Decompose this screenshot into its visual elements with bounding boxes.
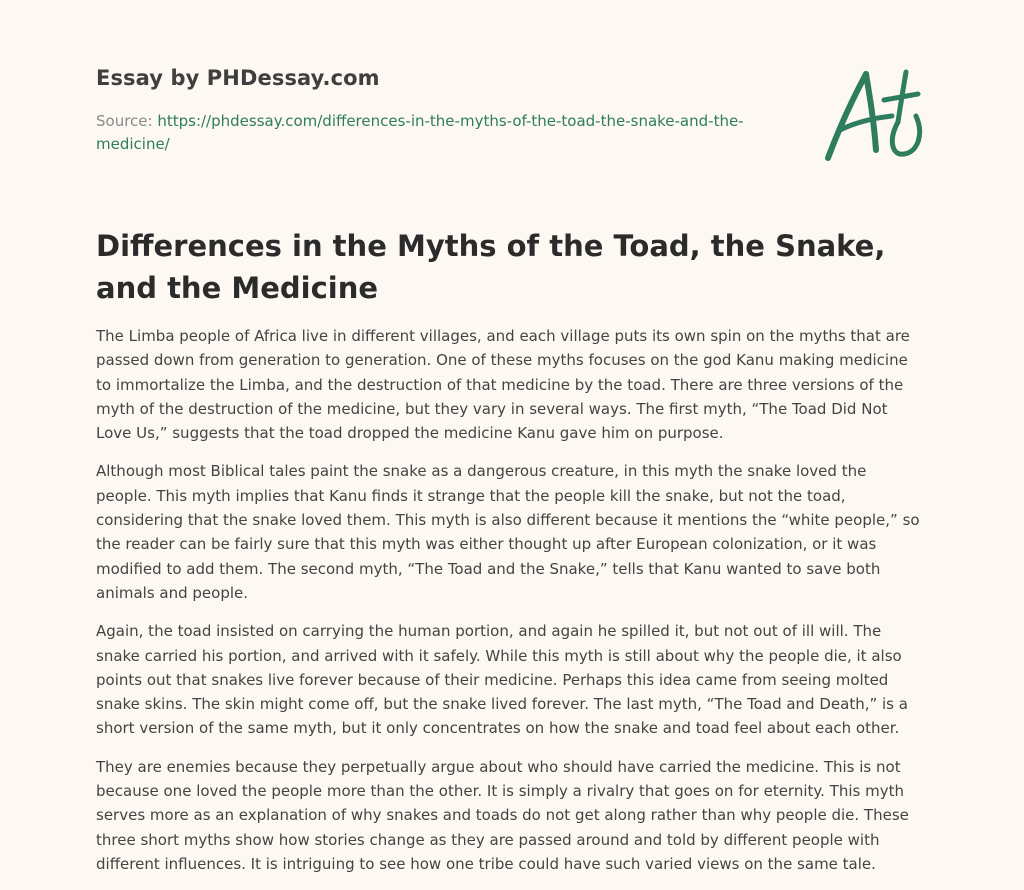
article-body xyxy=(96,324,926,890)
source-link[interactable]: https://phdessay.com/differences-in-the-myths-of-the-toad-the-snake-and-the-medicine/ xyxy=(96,112,744,153)
source-label: Source: xyxy=(96,112,158,130)
site-brand: Essay by PHDessay.com xyxy=(96,66,380,90)
article-paragraph: They are enemies because they perpetually argue about who should have carried the medicine. This is not because one loved the people more than the other. It is simply a rivalry that goes on for eternity. This myth serves more as an explanation of why snakes and toads do not get along rather than why people die. These three short myths show how stories change as they are passed around and told by different people with different influences. It is intriguing to see how one tribe could have such varied views on the same tale. xyxy=(96,757,909,873)
article-paragraph: The Limba people of Africa live in different villages, and each village puts its own spin on the myths that are passed down from generation to generation. One of these myths focuses on the god Kanu making medicine to immortalize the Limba, and the destruction of that medicine by the toad. There are three versions of the myth of the destruction of the medicine, but they vary in several ways. The first myth, “The Toad Did Not Love Us,” suggests that the toad dropped the medicine Kanu gave him on purpose. xyxy=(96,327,910,443)
source-line xyxy=(96,110,776,156)
essay-header xyxy=(96,64,796,156)
article-paragraph: Although most Biblical tales paint the snake as a dangerous creature, in this myth the snake loved the people. This myth implies that Kanu finds it strange that the people kill the snake, but not the toad, considering that the snake loved them. This myth is also different because it mentions the “white people,” so the reader can be fairly sure that this myth was either thought up after European colonization, or it was modified to add them. The second myth, “The Toad and the Snake,” tells that Kanu wanted to save both animals and people. xyxy=(96,462,920,602)
article-paragraph: Again, the toad insisted on carrying the human portion, and again he spilled it, but not out of ill will. The snake carried his portion, and arrived with it safely. While this myth is still about why the people die, it also points out that snakes live forever because of their medicine. Perhaps this idea came from seeing molted snake skins. The skin might come off, but the snake lived forever. The last myth, “The Toad and Death,” is a short version of the same myth, but it only concentrates on how the snake and toad feel about each other. xyxy=(96,622,908,738)
a-plus-grade-icon xyxy=(818,64,930,168)
article-title: Differences in the Myths of the Toad, the Snake, and the Medicine xyxy=(96,229,886,305)
